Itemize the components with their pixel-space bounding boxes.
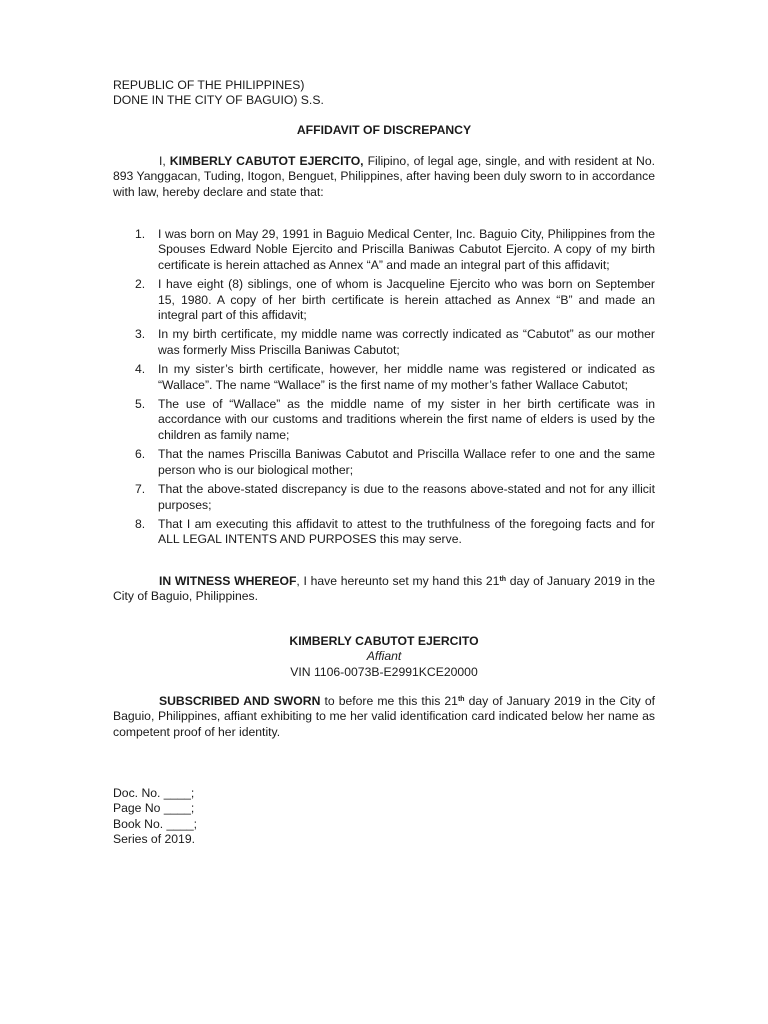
affiant-name: KIMBERLY CABUTOT EJERCITO (289, 634, 479, 648)
signature-block (113, 634, 655, 680)
affiant-vin: VIN 1106-0073B-E2991KCE20000 (290, 664, 478, 679)
list-item (113, 277, 655, 323)
witness-part-1: , I have hereunto set my hand this 21 (296, 574, 500, 588)
item-text: The use of “Wallace” as the middle name of my sister in her birth certificate was in accordance with our customs and traditions wherein the first name of elders is used by the children as family name; (158, 397, 655, 442)
notary-block (113, 786, 655, 848)
item-text: That the names Priscilla Baniwas Cabutot and Priscilla Wallace refer to one and the same person who is our biological mother; (158, 447, 655, 477)
list-item (113, 327, 655, 358)
item-number: 8. (135, 516, 146, 531)
witness-lead: IN WITNESS WHEREOF (159, 574, 297, 588)
list-item (113, 227, 655, 273)
item-text: In my birth certificate, my middle name was correctly indicated as “Cabutot” as our mother was formerly Miss Priscilla Baniwas Cabutot; (158, 327, 655, 357)
affiant-name-inline: KIMBERLY CABUTOT EJERCITO, (169, 154, 364, 168)
subscribed-paragraph (113, 694, 655, 740)
venue-line-2: DONE IN THE CITY OF BAGUIO) S.S. (113, 93, 324, 108)
witness-part-2: day of January 2019 in the City of Baguio, Philippines. (113, 574, 655, 604)
subscribed-part-1: to before me this this 21 (320, 694, 458, 708)
declaration-list (113, 227, 655, 552)
notary-series: Series of 2019. (113, 832, 195, 847)
subscribed-ordinal: th (457, 696, 465, 703)
witness-paragraph (113, 574, 655, 605)
item-number: 5. (135, 397, 146, 412)
notary-book-no: Book No. ____; (113, 816, 198, 831)
witness-ordinal: th (499, 576, 507, 583)
item-text: I was born on May 29, 1991 in Baguio Medical Center, Inc. Baguio City, Philippines from the Spouses Edward Noble Ejercito and Priscilla Baniwas Cabutot Ejercito. A copy of my birth certificate is herein attached as Annex “A” and made an integral part of this affidavit; (158, 227, 655, 272)
notary-doc-no: Doc. No. ____; (113, 786, 195, 800)
intro-paragraph (113, 154, 655, 200)
item-text: I have eight (8) siblings, one of whom is Jacqueline Ejercito who was born on September 15, 1980. A copy of her birth certificate is herein attached as Annex “B” and made an integral part of this affidavit; (158, 277, 655, 323)
item-number: 1. (135, 227, 146, 241)
list-item (113, 517, 655, 548)
subscribed-lead: SUBSCRIBED AND SWORN (159, 694, 321, 708)
item-number: 6. (135, 447, 146, 462)
item-number: 4. (135, 362, 146, 377)
intro-prefix: I, (159, 154, 170, 168)
affiant-role: Affiant (366, 649, 402, 664)
list-item (113, 482, 655, 513)
list-item (113, 397, 655, 443)
document-title: AFFIDAVIT OF DISCREPANCY (296, 123, 472, 137)
list-item (113, 447, 655, 478)
venue-line-1: REPUBLIC OF THE PHILIPPINES) (113, 78, 305, 92)
item-number: 2. (135, 277, 146, 292)
item-number: 3. (135, 327, 146, 342)
notary-page-no: Page No ____; (113, 801, 195, 816)
subscribed-part-2: day of January 2019 in the City of Baguio, Philippines, affiant exhibiting to me her valid identification card indicated below her name as competent proof of her identity. (113, 694, 655, 739)
item-text: That the above-stated discrepancy is due to the reasons above-stated and not for any illicit purposes; (158, 482, 655, 512)
list-item (113, 362, 655, 393)
item-number: 7. (135, 482, 146, 497)
item-text: In my sister’s birth certificate, however, her middle name was registered or indicated as “Wallace”. The name “Wallace” is the first name of my mother’s father Wallace Cabutot; (158, 362, 655, 392)
venue-header (113, 78, 655, 109)
item-text: That I am executing this affidavit to attest to the truthfulness of the foregoing facts and for ALL LEGAL INTENTS AND PURPOSES this may serve. (158, 516, 655, 547)
intro-rest: Filipino, of legal age, single, and with resident at No. 893 Yanggacan, Tuding, Itogon, Benguet, Philippines, after having been duly sworn to in accordance with law, hereby declare and state that: (113, 154, 655, 199)
